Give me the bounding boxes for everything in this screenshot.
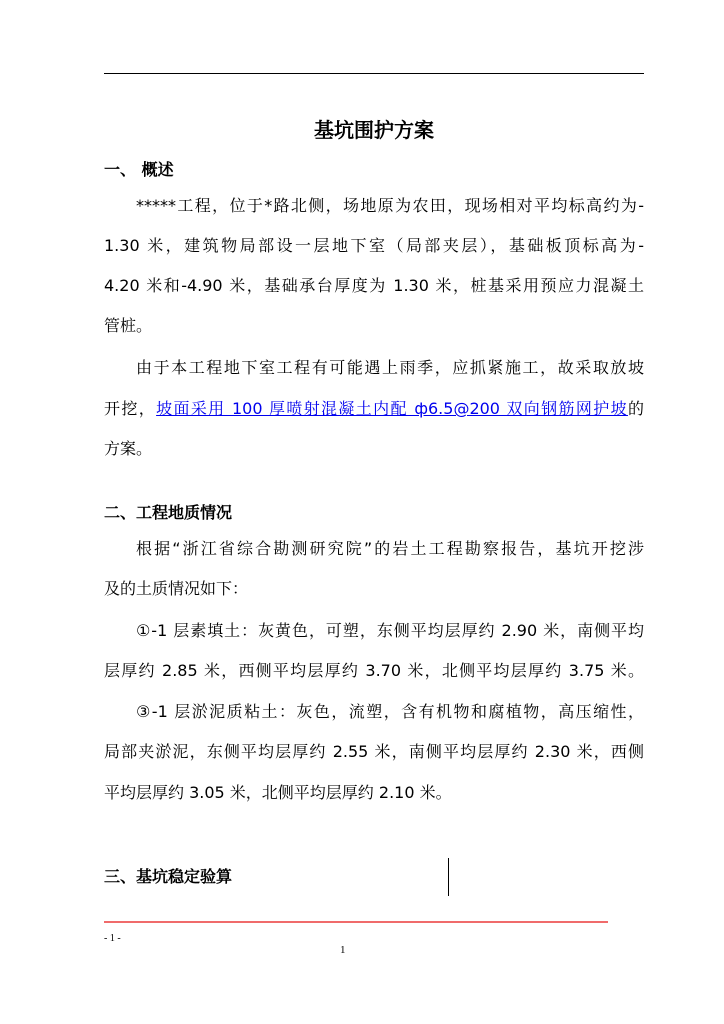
paragraph-line: 管桩。 — [104, 316, 153, 335]
section-heading-stability: 三、基坑稳定验算 — [104, 867, 233, 886]
page-title: 基坑围护方案 — [314, 118, 434, 142]
paragraph-line: 及的土质情况如下： — [104, 579, 249, 598]
paragraph-line: ①-1 层素填土：灰黄色，可塑，东侧平均层厚约 2.90 米，南侧平均 — [136, 621, 644, 640]
paragraph-line: 局部夹淤泥，东侧平均层厚约 2.55 米，南侧平均层厚约 2.30 米，西侧 — [104, 742, 644, 761]
paragraph-line: 1.30 米，建筑物局部设一层地下室（局部夹层），基础板顶标高为- — [104, 236, 644, 255]
section-heading-overview: 一、 概述 — [104, 160, 174, 179]
text: 的 — [627, 399, 644, 418]
text: 开挖， — [104, 399, 157, 418]
paragraph-line — [104, 398, 644, 420]
footer-rule — [104, 921, 608, 923]
page-label: - 1 - — [104, 933, 121, 944]
header-rule — [104, 73, 644, 74]
section-heading-geology: 二、工程地质情况 — [104, 503, 233, 522]
paragraph-line: 4.20 米和-4.90 米，基础承台厚度为 1.30 米，桩基采用预应力混凝土 — [104, 276, 644, 295]
paragraph-line: 层厚约 2.85 米，西侧平均层厚约 3.70 米，北侧平均层厚约 3.75 米。 — [104, 661, 644, 680]
text-cursor — [448, 858, 449, 896]
paragraph-line: 根据“浙江省综合勘测研究院”的岩土工程勘察报告，基坑开挖涉 — [136, 539, 644, 558]
paragraph-line: 由于本工程地下室工程有可能遇上雨季，应抓紧施工，故采取放坡 — [136, 358, 644, 377]
page-number: 1 — [340, 944, 346, 956]
paragraph-line: 平均层厚约 3.05 米，北侧平均层厚约 2.10 米。 — [104, 783, 452, 802]
slope-protection-link[interactable]: 坡面采用 100 厚喷射混凝土内配 ф6.5@200 双向钢筋网护坡 — [156, 399, 628, 418]
paragraph-line: *****工程，位于*路北侧，场地原为农田，现场相对平均标高约为- — [136, 196, 644, 215]
paragraph-line: 方案。 — [104, 439, 153, 458]
paragraph-line: ③-1 层淤泥质粘土：灰色，流塑，含有机物和腐植物，高压缩性， — [136, 702, 644, 721]
